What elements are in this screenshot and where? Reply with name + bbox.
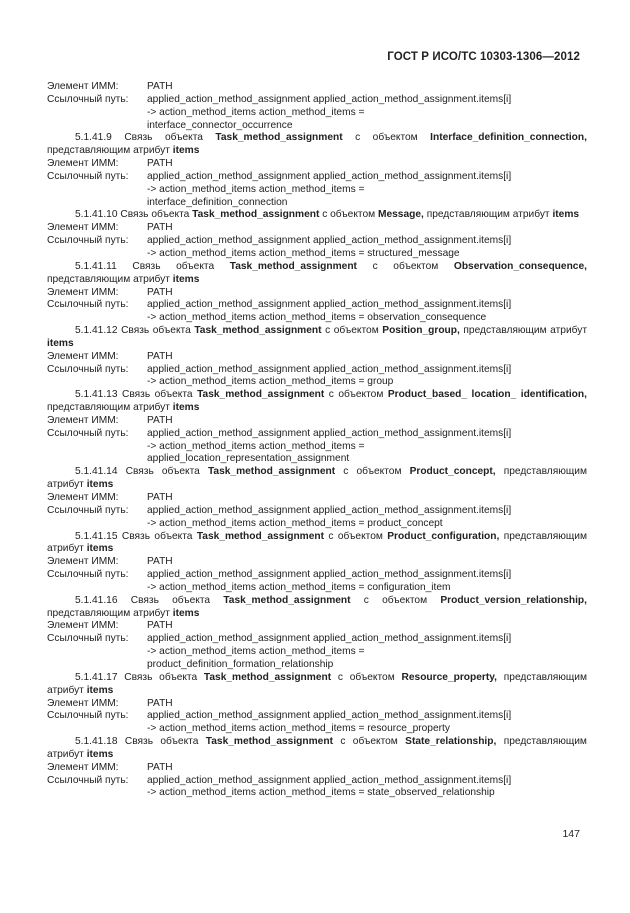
- document-body: [47, 81, 587, 800]
- entity-name: Task_method_assignment: [205, 736, 333, 748]
- heading-text: Связь объекта: [121, 325, 191, 337]
- attribute-name: items: [172, 402, 200, 414]
- imm-element-value: PATH: [147, 286, 173, 298]
- section-heading: [47, 389, 587, 415]
- reference-path-line: applied_action_method_assignment applied_action_method_assignment.items[i]: [147, 235, 512, 247]
- attribute-name: items: [86, 748, 114, 760]
- reference-path-line: applied_location_representation_assignment: [147, 453, 350, 465]
- reference-path-label: Ссылочный путь:: [47, 299, 129, 311]
- heading-text: Связь объекта: [124, 132, 203, 144]
- reference-path-label: Ссылочный путь:: [47, 93, 129, 105]
- imm-element-value: PATH: [147, 697, 173, 709]
- reference-path-value: [147, 171, 587, 210]
- heading-text: с объектом: [363, 594, 428, 606]
- reference-path-line: applied_action_method_assignment applied_action_method_assignment.items[i]: [147, 170, 512, 182]
- target-entity-name: Product_concept,: [409, 466, 496, 478]
- reference-path-label: Ссылочный путь:: [47, 633, 129, 645]
- entity-name: Task_method_assignment: [194, 325, 322, 337]
- target-entity-name: Message,: [377, 209, 424, 221]
- reference-path-row: [47, 94, 587, 133]
- reference-path-line: -> action_method_items action_method_items = configuration_item: [147, 581, 451, 593]
- mapping-block: [47, 531, 587, 595]
- reference-path-row: [47, 299, 587, 325]
- heading-text: представляющим атрибут: [47, 607, 170, 619]
- section-heading: [47, 531, 587, 557]
- section-heading: [47, 261, 587, 287]
- mapping-block: [47, 736, 587, 800]
- mapping-block: [47, 261, 587, 325]
- heading-text: представляющим атрибут: [47, 402, 170, 414]
- entity-name: Task_method_assignment: [207, 466, 336, 478]
- reference-path-row: [47, 775, 587, 801]
- reference-path-value: [147, 569, 587, 595]
- imm-element-value: PATH: [147, 492, 173, 503]
- attribute-name: items: [172, 607, 200, 619]
- heading-text: Связь объекта: [124, 671, 198, 683]
- heading-text: с объектом: [340, 736, 398, 748]
- imm-element-label: Элемент ИММ:: [47, 414, 119, 426]
- imm-element-label: Элемент ИММ:: [47, 556, 119, 568]
- reference-path-line: applied_action_method_assignment applied_action_method_assignment.items[i]: [147, 633, 512, 645]
- imm-element-row: [47, 81, 587, 94]
- reference-path-line: applied_action_method_assignment applied_action_method_assignment.items[i]: [147, 93, 512, 105]
- section-heading: [47, 672, 587, 698]
- mapping-block: [47, 209, 587, 260]
- imm-element-label: Элемент ИММ:: [47, 761, 119, 773]
- imm-element-label: Элемент ИММ:: [47, 492, 119, 503]
- reference-path-row: [47, 171, 587, 210]
- reference-path-line: applied_action_method_assignment applied_action_method_assignment.items[i]: [147, 504, 512, 516]
- reference-path-label: Ссылочный путь:: [47, 427, 129, 439]
- target-entity-name: Position_group,: [382, 325, 460, 337]
- reference-path-value: [147, 364, 587, 390]
- imm-element-label: Элемент ИММ:: [47, 81, 119, 92]
- heading-text: Связь объекта: [120, 209, 190, 221]
- target-entity-name: Product_based_ location_ identification,: [387, 389, 587, 401]
- reference-path-line: -> action_method_items action_method_items = resource_property: [147, 723, 450, 735]
- attribute-name: items: [86, 684, 114, 696]
- reference-path-line: -> action_method_items action_method_items = group: [147, 376, 394, 388]
- entity-name: Task_method_assignment: [223, 594, 351, 606]
- imm-element-label: Элемент ИММ:: [47, 697, 119, 709]
- attribute-name: items: [172, 273, 200, 285]
- section-number: 5.1.41.12: [75, 325, 118, 337]
- reference-path-row: [47, 428, 587, 467]
- reference-path-label: Ссылочный путь:: [47, 235, 129, 247]
- reference-path-value: [147, 505, 587, 531]
- entity-name: Task_method_assignment: [192, 209, 320, 221]
- target-entity-name: Product_configuration,: [387, 530, 500, 542]
- page-number: 147: [562, 828, 580, 840]
- heading-text: представляющим атрибут: [47, 145, 170, 157]
- entity-name: Task_method_assignment: [203, 671, 332, 683]
- mapping-block: [47, 132, 587, 209]
- heading-text: с объектом: [322, 209, 376, 221]
- imm-element-value: PATH: [147, 414, 173, 426]
- reference-path-value: [147, 428, 587, 467]
- imm-element-row: [47, 620, 587, 633]
- heading-text: представляющим атрибут: [47, 530, 587, 555]
- section-number: 5.1.41.14: [75, 466, 118, 478]
- reference-path-value: [147, 775, 587, 801]
- heading-text: представляющим атрибут: [426, 209, 550, 221]
- reference-path-row: [47, 505, 587, 531]
- reference-path-line: interface_definition_connection: [147, 196, 288, 208]
- reference-path-line: interface_connector_occurrence: [147, 119, 293, 131]
- target-entity-name: State_relationship,: [405, 736, 497, 748]
- heading-text: с объектом: [328, 389, 384, 401]
- reference-path-line: -> action_method_items action_method_items = state_observed_relationship: [147, 787, 495, 799]
- section-heading: [47, 209, 587, 222]
- imm-element-row: [47, 222, 587, 235]
- imm-element-row: [47, 415, 587, 428]
- section-number: 5.1.41.17: [75, 671, 118, 683]
- heading-text: с объектом: [337, 671, 395, 683]
- entity-name: Task_method_assignment: [197, 389, 325, 401]
- reference-path-line: applied_action_method_assignment applied_action_method_assignment.items[i]: [147, 774, 512, 786]
- heading-text: Связь объекта: [121, 389, 193, 401]
- attribute-name: items: [47, 337, 74, 349]
- imm-element-row: [47, 158, 587, 171]
- heading-text: с объектом: [372, 260, 439, 272]
- section-number: 5.1.41.11: [75, 260, 117, 272]
- heading-text: Связь объекта: [132, 260, 215, 272]
- reference-path-line: -> action_method_items action_method_items = observation_consequence: [147, 312, 487, 324]
- imm-element-value: PATH: [147, 761, 173, 773]
- reference-path-label: Ссылочный путь:: [47, 504, 129, 516]
- heading-text: представляющим атрибут: [47, 273, 170, 285]
- imm-element-value: PATH: [147, 556, 173, 568]
- heading-text: представляющим атрибут: [463, 325, 588, 337]
- reference-path-value: [147, 633, 587, 672]
- imm-element-value: PATH: [147, 350, 173, 362]
- reference-path-label: Ссылочный путь:: [47, 774, 129, 786]
- imm-element-value: PATH: [147, 222, 173, 234]
- reference-path-line: -> action_method_items action_method_items =: [147, 106, 365, 118]
- heading-text: представляющим атрибут: [47, 671, 588, 696]
- target-entity-name: Interface_definition_connection,: [430, 132, 587, 144]
- heading-text: с объектом: [328, 530, 383, 542]
- heading-text: представляющим атрибут: [47, 736, 587, 760]
- imm-element-row: [47, 762, 587, 775]
- mapping-block: [47, 466, 587, 530]
- imm-element-row: [47, 492, 587, 505]
- imm-element-row: [47, 556, 587, 569]
- target-entity-name: Resource_property,: [401, 671, 497, 683]
- heading-text: Связь объекта: [125, 466, 200, 478]
- section-heading: [47, 132, 587, 158]
- section-number: 5.1.41.13: [75, 389, 118, 401]
- target-entity-name: Product_version_relationship,: [440, 594, 587, 606]
- imm-element-label: Элемент ИММ:: [47, 620, 119, 632]
- section-number: 5.1.41.10: [75, 209, 118, 221]
- heading-text: Связь объекта: [130, 594, 211, 606]
- imm-element-row: [47, 287, 587, 300]
- reference-path-value: [147, 94, 587, 133]
- imm-element-value: PATH: [147, 620, 173, 632]
- heading-text: с объектом: [355, 132, 418, 144]
- mapping-block: [47, 325, 587, 389]
- section-number: 5.1.41.15: [75, 530, 118, 542]
- imm-element-label: Элемент ИММ:: [47, 158, 119, 170]
- mapping-block: [47, 389, 587, 466]
- reference-path-line: -> action_method_items action_method_items =: [147, 440, 365, 452]
- reference-path-row: [47, 364, 587, 390]
- reference-path-value: [147, 235, 587, 261]
- mapping-block: [47, 672, 587, 736]
- mapping-block: [47, 81, 587, 132]
- section-heading: [47, 466, 587, 492]
- imm-element-row: [47, 351, 587, 364]
- reference-path-value: [147, 299, 587, 325]
- target-entity-name: Observation_consequence,: [453, 260, 587, 272]
- document-header: ГОСТ Р ИСО/ТС 10303-1306—2012: [387, 51, 580, 63]
- heading-text: представляющим атрибут: [47, 466, 587, 491]
- reference-path-line: applied_action_method_assignment applied_action_method_assignment.items[i]: [147, 569, 512, 581]
- imm-element-label: Элемент ИММ:: [47, 350, 119, 362]
- entity-name: Task_method_assignment: [215, 132, 343, 144]
- imm-element-label: Элемент ИММ:: [47, 286, 119, 298]
- reference-path-line: applied_action_method_assignment applied_action_method_assignment.items[i]: [147, 363, 512, 375]
- reference-path-row: [47, 633, 587, 672]
- reference-path-line: -> action_method_items action_method_items = product_concept: [147, 517, 443, 529]
- mapping-block: [47, 595, 587, 672]
- imm-element-value: PATH: [147, 81, 173, 92]
- reference-path-label: Ссылочный путь:: [47, 363, 129, 375]
- heading-text: с объектом: [325, 325, 379, 337]
- section-number: 5.1.41.18: [75, 736, 118, 748]
- reference-path-label: Ссылочный путь:: [47, 569, 129, 581]
- reference-path-line: applied_action_method_assignment applied_action_method_assignment.items[i]: [147, 710, 512, 722]
- reference-path-line: -> action_method_items action_method_items =: [147, 183, 365, 195]
- section-heading: [47, 736, 587, 762]
- section-number: 5.1.41.16: [75, 594, 118, 606]
- reference-path-label: Ссылочный путь:: [47, 710, 129, 722]
- reference-path-line: -> action_method_items action_method_items =: [147, 646, 365, 658]
- section-number: 5.1.41.9: [75, 132, 112, 144]
- attribute-name: items: [552, 209, 580, 221]
- reference-path-line: applied_action_method_assignment applied_action_method_assignment.items[i]: [147, 299, 512, 311]
- entity-name: Task_method_assignment: [229, 260, 357, 272]
- reference-path-row: [47, 569, 587, 595]
- section-heading: [47, 325, 587, 351]
- section-heading: [47, 595, 587, 621]
- imm-element-row: [47, 698, 587, 711]
- attribute-name: items: [86, 543, 114, 555]
- heading-text: Связь объекта: [124, 736, 199, 748]
- attribute-name: items: [172, 145, 200, 157]
- heading-text: Связь объекта: [121, 530, 193, 542]
- reference-path-line: -> action_method_items action_method_items = structured_message: [147, 247, 460, 259]
- attribute-name: items: [86, 479, 114, 491]
- reference-path-label: Ссылочный путь:: [47, 170, 129, 182]
- imm-element-value: PATH: [147, 158, 173, 170]
- reference-path-value: [147, 710, 587, 736]
- reference-path-row: [47, 710, 587, 736]
- entity-name: Task_method_assignment: [196, 530, 325, 542]
- heading-text: с объектом: [343, 466, 402, 478]
- reference-path-line: product_definition_formation_relationship: [147, 658, 334, 670]
- reference-path-row: [47, 235, 587, 261]
- imm-element-label: Элемент ИММ:: [47, 222, 119, 234]
- reference-path-line: applied_action_method_assignment applied_action_method_assignment.items[i]: [147, 427, 512, 439]
